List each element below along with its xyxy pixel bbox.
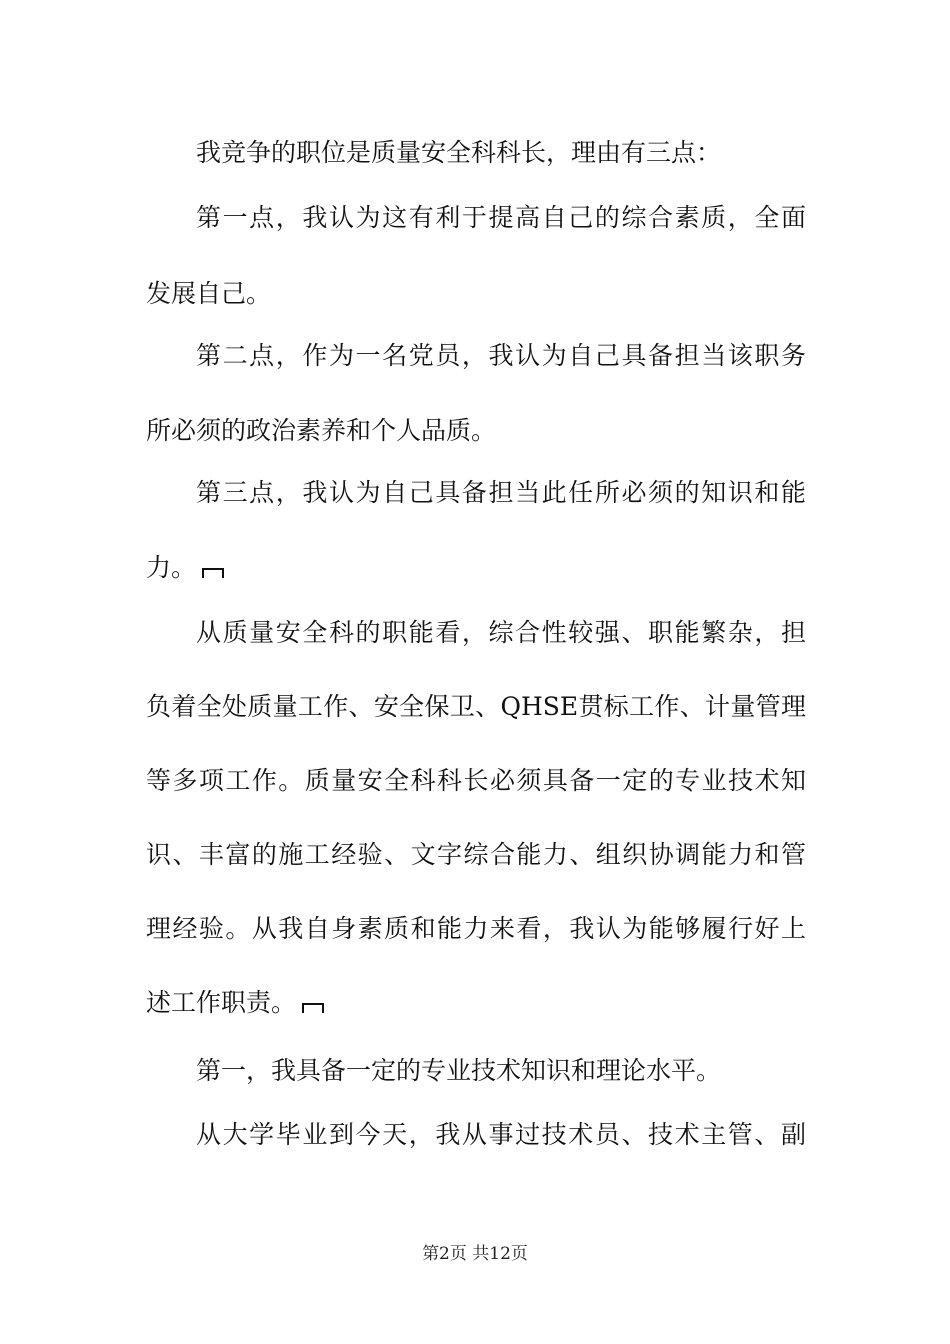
paragraph-mark-icon xyxy=(202,568,224,578)
paragraph-line: 识、丰富的施工经验、文字综合能力、组织协调能力和管 xyxy=(146,840,806,869)
paragraph-line-text: 述工作职责。 xyxy=(146,988,297,1017)
paragraph-line-with-mark xyxy=(146,553,806,583)
paragraph-line: 从质量安全科的职能看，综合性较强、职能繁杂，担 xyxy=(196,618,806,647)
paragraph-line-with-mark xyxy=(146,988,806,1018)
paragraph-line: 等多项工作。质量安全科科长必须具备一定的专业技术知 xyxy=(146,766,806,795)
paragraph-line: 所必须的政治素养和个人品质。 xyxy=(146,416,497,445)
paragraph-line: 发展自己。 xyxy=(146,279,272,308)
paragraph-line: 第一点，我认为这有利于提高自己的综合素质，全面 xyxy=(196,203,806,232)
paragraph-mark-icon xyxy=(302,1003,324,1013)
paragraph-line: 理经验。从我自身素质和能力来看，我认为能够履行好上 xyxy=(146,914,806,943)
paragraph-line: 从大学毕业到今天，我从事过技术员、技术主管、副 xyxy=(196,1120,806,1149)
paragraph-line: 我竞争的职位是质量安全科科长，理由有三点： xyxy=(196,138,722,167)
paragraph-line-text: 力。 xyxy=(146,553,197,582)
paragraph-line: 第一，我具备一定的专业技术知识和理论水平。 xyxy=(196,1056,722,1085)
paragraph-line: 第三点，我认为自己具备担当此任所必须的知识和能 xyxy=(196,478,806,507)
paragraph-line: 负着全处质量工作、安全保卫、QHSE贯标工作、计量管理 xyxy=(146,692,806,721)
page-number-footer: 第2页 共12页 xyxy=(422,1244,528,1264)
paragraph-line: 第二点，作为一名党员，我认为自己具备担当该职务 xyxy=(196,341,806,370)
